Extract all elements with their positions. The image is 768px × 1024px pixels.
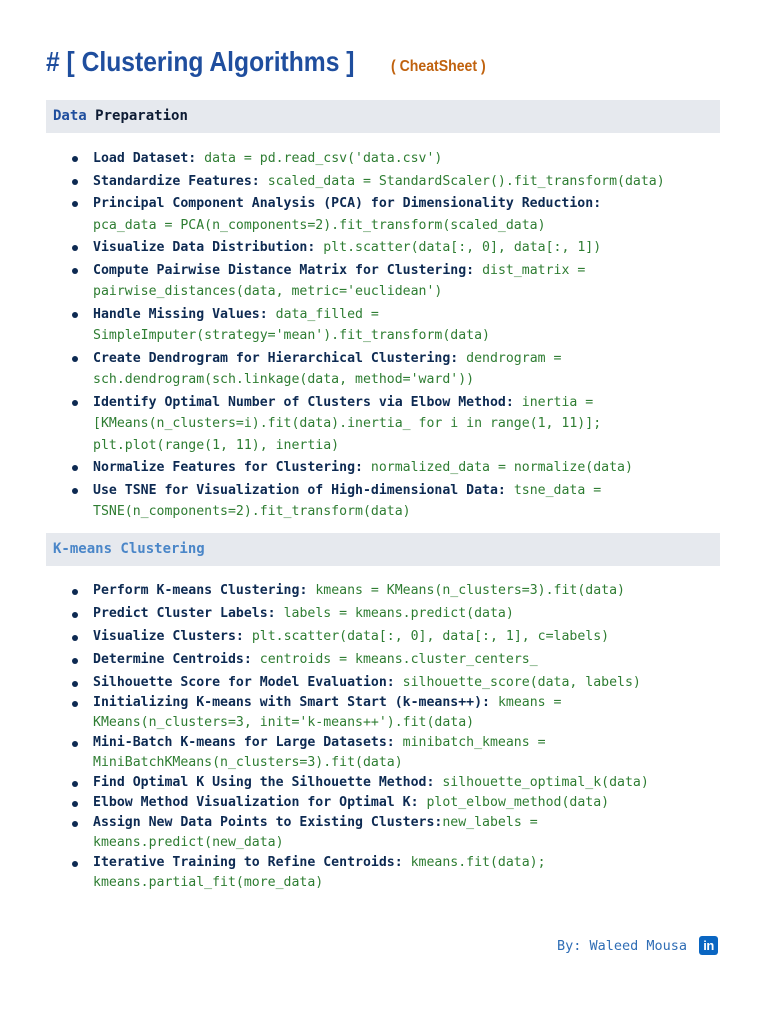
item-code: kmeans.fit(data); bbox=[410, 855, 546, 870]
item-code: kmeans = bbox=[497, 695, 562, 710]
list-item: Use TSNE for Visualization of High-dimensional Data: tsne_data = TSNE(n_components=2).fit_transform(data) bbox=[46, 480, 720, 523]
item-code: kmeans.partial_fit(more_data) bbox=[93, 875, 324, 890]
item-code: centroids = kmeans.cluster_centers_ bbox=[259, 652, 538, 667]
item-code: sch.dendrogram(sch.linkage(data, method='ward')) bbox=[93, 372, 475, 387]
item-code: pca_data = PCA(n_components=2).fit_transform(scaled_data) bbox=[93, 217, 546, 233]
item-label: Silhouette Score for Model Evaluation bbox=[93, 675, 387, 690]
item-code: normalized_data = normalize(data) bbox=[370, 460, 633, 475]
item-code: minibatch_kmeans = bbox=[402, 735, 546, 750]
item-code: plt.scatter(data[:, 0], data[:, 1]) bbox=[323, 240, 602, 255]
item-label: Mini-Batch K-means for Large Datasets bbox=[93, 735, 387, 750]
list-item: Predict Cluster Labels: labels = kmeans.predict(data) bbox=[46, 604, 720, 624]
list-item: Visualize Data Distribution: plt.scatter(data[:, 0], data[:, 1]) bbox=[46, 237, 720, 259]
item-code: labels = kmeans.predict(data) bbox=[283, 606, 514, 621]
footer bbox=[557, 936, 718, 955]
section-header-kmeans: K-means Clustering bbox=[46, 533, 720, 566]
item-label: Standardize Features bbox=[93, 173, 252, 189]
list-item: Compute Pairwise Distance Matrix for Clustering: dist_matrix = pairwise_distances(data, metric='euclidean') bbox=[46, 260, 720, 303]
section-header-data-preparation bbox=[46, 100, 720, 133]
item-label: Find Optimal K Using the Silhouette Method bbox=[93, 775, 427, 790]
item-label: Assign New Data Points to Existing Clusters bbox=[93, 815, 435, 830]
author-credit: By: Waleed Mousa bbox=[556, 937, 687, 954]
list-item: Create Dendrogram for Hierarchical Clustering: dendrogram = sch.dendrogram(sch.linkage(data, method='ward')) bbox=[46, 348, 720, 391]
item-code: kmeans.predict(new_data) bbox=[93, 835, 284, 850]
title-subtitle: ( CheatSheet ) bbox=[391, 58, 487, 75]
item-label: Iterative Training to Refine Centroids bbox=[93, 855, 395, 870]
item-code: inertia = bbox=[521, 394, 594, 410]
list-item: Standardize Features: scaled_data = StandardScaler().fit_transform(data) bbox=[46, 171, 720, 193]
item-code: [KMeans(n_clusters=i).fit(data).inertia_ for i in range(1, 11)]; bbox=[93, 416, 602, 431]
list-item: Initializing K-means with Smart Start (k-means++): kmeans = KMeans(n_clusters=3, init='k-means++').fit(data) bbox=[46, 693, 720, 733]
item-code: data_filled = bbox=[275, 306, 379, 322]
item-code: TSNE(n_components=2).fit_transform(data) bbox=[93, 504, 411, 519]
item-label: Visualize Clusters bbox=[93, 629, 236, 644]
list-item: Iterative Training to Refine Centroids: kmeans.fit(data); kmeans.partial_fit(more_data) bbox=[46, 853, 720, 893]
item-label: Determine Centroids bbox=[93, 652, 244, 667]
item-code: data = pd.read_csv('data.csv') bbox=[204, 151, 443, 166]
item-code: tsne_data = bbox=[513, 482, 602, 498]
item-code: silhouette_score(data, labels) bbox=[402, 675, 641, 690]
item-code: dist_matrix = bbox=[482, 262, 586, 278]
list-item: Visualize Clusters: plt.scatter(data[:, 0], data[:, 1], c=labels) bbox=[46, 627, 720, 647]
list-item: Handle Missing Values: data_filled = SimpleImputer(strategy='mean').fit_transform(data) bbox=[46, 304, 720, 347]
section-header-word-2: Preparation bbox=[95, 108, 188, 124]
linkedin-icon[interactable]: in bbox=[699, 936, 718, 955]
item-label: Use TSNE for Visualization of High-dimensional Data bbox=[93, 482, 498, 498]
list-item: Identify Optimal Number of Clusters via Elbow Method: inertia = [KMeans(n_clusters=i).fit(data).inertia_ for i in range(1, 11)]; plt.plot(range(1, 11), inertia) bbox=[46, 392, 720, 457]
list-item: Assign New Data Points to Existing Clusters:new_labels = kmeans.predict(new_data) bbox=[46, 813, 720, 853]
list-item: Silhouette Score for Model Evaluation: silhouette_score(data, labels) bbox=[46, 673, 720, 693]
item-label: Principal Component Analysis (PCA) for Dimensionality Reduction bbox=[93, 196, 594, 211]
list-item: Perform K-means Clustering: kmeans = KMeans(n_clusters=3).fit(data) bbox=[46, 581, 720, 601]
item-code: plt.scatter(data[:, 0], data[:, 1], c=labels) bbox=[251, 629, 610, 644]
list-item: Find Optimal K Using the Silhouette Method: silhouette_optimal_k(data) bbox=[46, 773, 720, 793]
item-label: Identify Optimal Number of Clusters via Elbow Method bbox=[93, 394, 506, 410]
item-label: Initializing K-means with Smart Start (k-means++) bbox=[93, 695, 483, 710]
item-label: Predict Cluster Labels bbox=[93, 606, 268, 621]
item-code: SimpleImputer(strategy='mean').fit_transform(data) bbox=[93, 328, 490, 343]
item-label: Elbow Method Visualization for Optimal K bbox=[93, 795, 411, 810]
list-item: Load Dataset: data = pd.read_csv('data.csv') bbox=[46, 148, 720, 170]
kmeans-list bbox=[46, 581, 720, 893]
list-item: Determine Centroids: centroids = kmeans.cluster_centers_ bbox=[46, 650, 720, 670]
list-item: Elbow Method Visualization for Optimal K: plot_elbow_method(data) bbox=[46, 793, 720, 813]
list-item: Mini-Batch K-means for Large Datasets: minibatch_kmeans = MiniBatchKMeans(n_clusters=3).fit(data) bbox=[46, 733, 720, 773]
item-label: Load Dataset bbox=[93, 151, 189, 166]
item-code: MiniBatchKMeans(n_clusters=3).fit(data) bbox=[93, 755, 403, 770]
page-title bbox=[46, 44, 499, 76]
item-label: Normalize Features for Clustering bbox=[93, 460, 356, 475]
title-main: # [ Clustering Algorithms ] bbox=[46, 46, 355, 77]
item-code: scaled_data = StandardScaler().fit_transform(data) bbox=[267, 173, 665, 189]
item-code: plt.plot(range(1, 11), inertia) bbox=[93, 437, 340, 453]
item-code: plot_elbow_method(data) bbox=[426, 795, 610, 810]
item-code: kmeans = KMeans(n_clusters=3).fit(data) bbox=[315, 583, 625, 598]
list-item: Normalize Features for Clustering: normalized_data = normalize(data) bbox=[46, 457, 720, 479]
item-code: KMeans(n_clusters=3, init='k-means++').fit(data) bbox=[93, 715, 475, 730]
item-code: new_labels = bbox=[442, 815, 538, 830]
list-item: Principal Component Analysis (PCA) for Dimensionality Reduction: pca_data = PCA(n_components=2).fit_transform(scaled_data) bbox=[46, 193, 720, 236]
item-code: silhouette_optimal_k(data) bbox=[442, 775, 649, 790]
item-label: Perform K-means Clustering bbox=[93, 583, 300, 598]
data-preparation-list bbox=[46, 148, 720, 524]
item-label: Create Dendrogram for Hierarchical Clustering bbox=[93, 350, 451, 366]
item-label: Visualize Data Distribution bbox=[93, 240, 308, 255]
item-label: Compute Pairwise Distance Matrix for Clustering bbox=[93, 262, 467, 278]
item-code: dendrogram = bbox=[466, 350, 562, 366]
section-header-word-1: Data bbox=[53, 108, 87, 124]
item-code: pairwise_distances(data, metric='euclidean') bbox=[93, 284, 443, 299]
item-label: Handle Missing Values bbox=[93, 306, 260, 322]
